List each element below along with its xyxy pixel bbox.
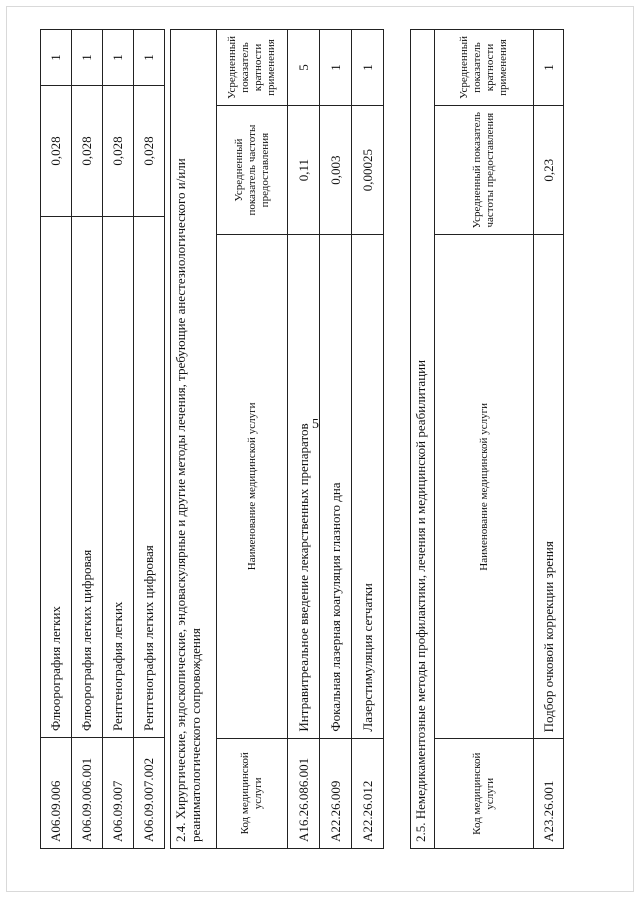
table-row [134,30,165,849]
frequency-value: 0,003 [320,106,352,235]
header-multiplicity: Усредненный показатель кратности применения [435,30,534,106]
services-table-continued [40,29,165,849]
table-row [320,30,352,849]
service-code: A22.26.012 [352,738,384,848]
frequency-value: 0,028 [134,86,165,217]
multiplicity-value: 5 [288,30,320,106]
table-row [288,30,320,849]
header-code: Код медицинской услуги [217,738,288,848]
header-code: Код медицинской услуги [435,739,534,849]
table-row [103,30,134,849]
header-name: Наименование медицинской услуги [435,235,534,739]
section-2-5-title: 2.5. Немедикаментозные методы профилактики, лечения и медицинской реабилитации [410,29,434,849]
service-name: Интравитреальное введение лекарственных препаратов [288,235,320,738]
frequency-value: 0,028 [41,86,72,217]
multiplicity-value: 1 [41,30,72,86]
multiplicity-value: 1 [534,30,564,106]
service-code: A23.26.001 [534,739,564,849]
multiplicity-value: 1 [72,30,103,86]
service-name: Фокальная лазерная коагуляция глазного дна [320,235,352,738]
service-name: Флюорография легких [41,217,72,738]
frequency-value: 0,11 [288,106,320,235]
service-name: Подбор очковой коррекции зрения [534,235,564,739]
service-code: A06.09.007.002 [134,738,165,849]
header-frequency: Усредненный показатель частоты предоставления [217,106,288,235]
multiplicity-value: 1 [103,30,134,86]
frequency-value: 0,23 [534,106,564,235]
frequency-value: 0,028 [72,86,103,217]
service-code: A06.09.006.001 [72,738,103,849]
section-2-4-table [216,29,384,849]
table-row [534,30,564,849]
multiplicity-value: 1 [134,30,165,86]
table-row [41,30,72,849]
frequency-value: 0,00025 [352,106,384,235]
page-number: 5 [312,417,319,432]
table-row [72,30,103,849]
section-2-4-title: 2.4. Хирургические, эндоскопические, эндоваскулярные и другие методы лечения, требующие анестезиологического и/или реаниматологического сопровождения [170,29,216,849]
table-header-row [217,30,288,849]
multiplicity-value: 1 [352,30,384,106]
service-code: A06.09.007 [103,738,134,849]
table-row [352,30,384,849]
frequency-value: 0,028 [103,86,134,217]
service-code: A16.26.086.001 [288,738,320,848]
header-name: Наименование медицинской услуги [217,235,288,738]
table-header-row [435,30,534,849]
service-name: Рентгенография легких цифровая [134,217,165,738]
service-name: Лазерстимуляция сетчатки [352,235,384,738]
section-2-5-table [434,29,564,849]
header-frequency: Усредненный показатель частоты предоставления [435,106,534,235]
service-code: A22.26.009 [320,738,352,848]
rotated-content [40,29,600,849]
service-name: Рентгенография легких [103,217,134,738]
header-multiplicity: Усредненный показатель кратности применения [217,30,288,106]
service-name: Флюорография легких цифровая [72,217,103,738]
service-code: A06.09.006 [41,738,72,849]
multiplicity-value: 1 [320,30,352,106]
